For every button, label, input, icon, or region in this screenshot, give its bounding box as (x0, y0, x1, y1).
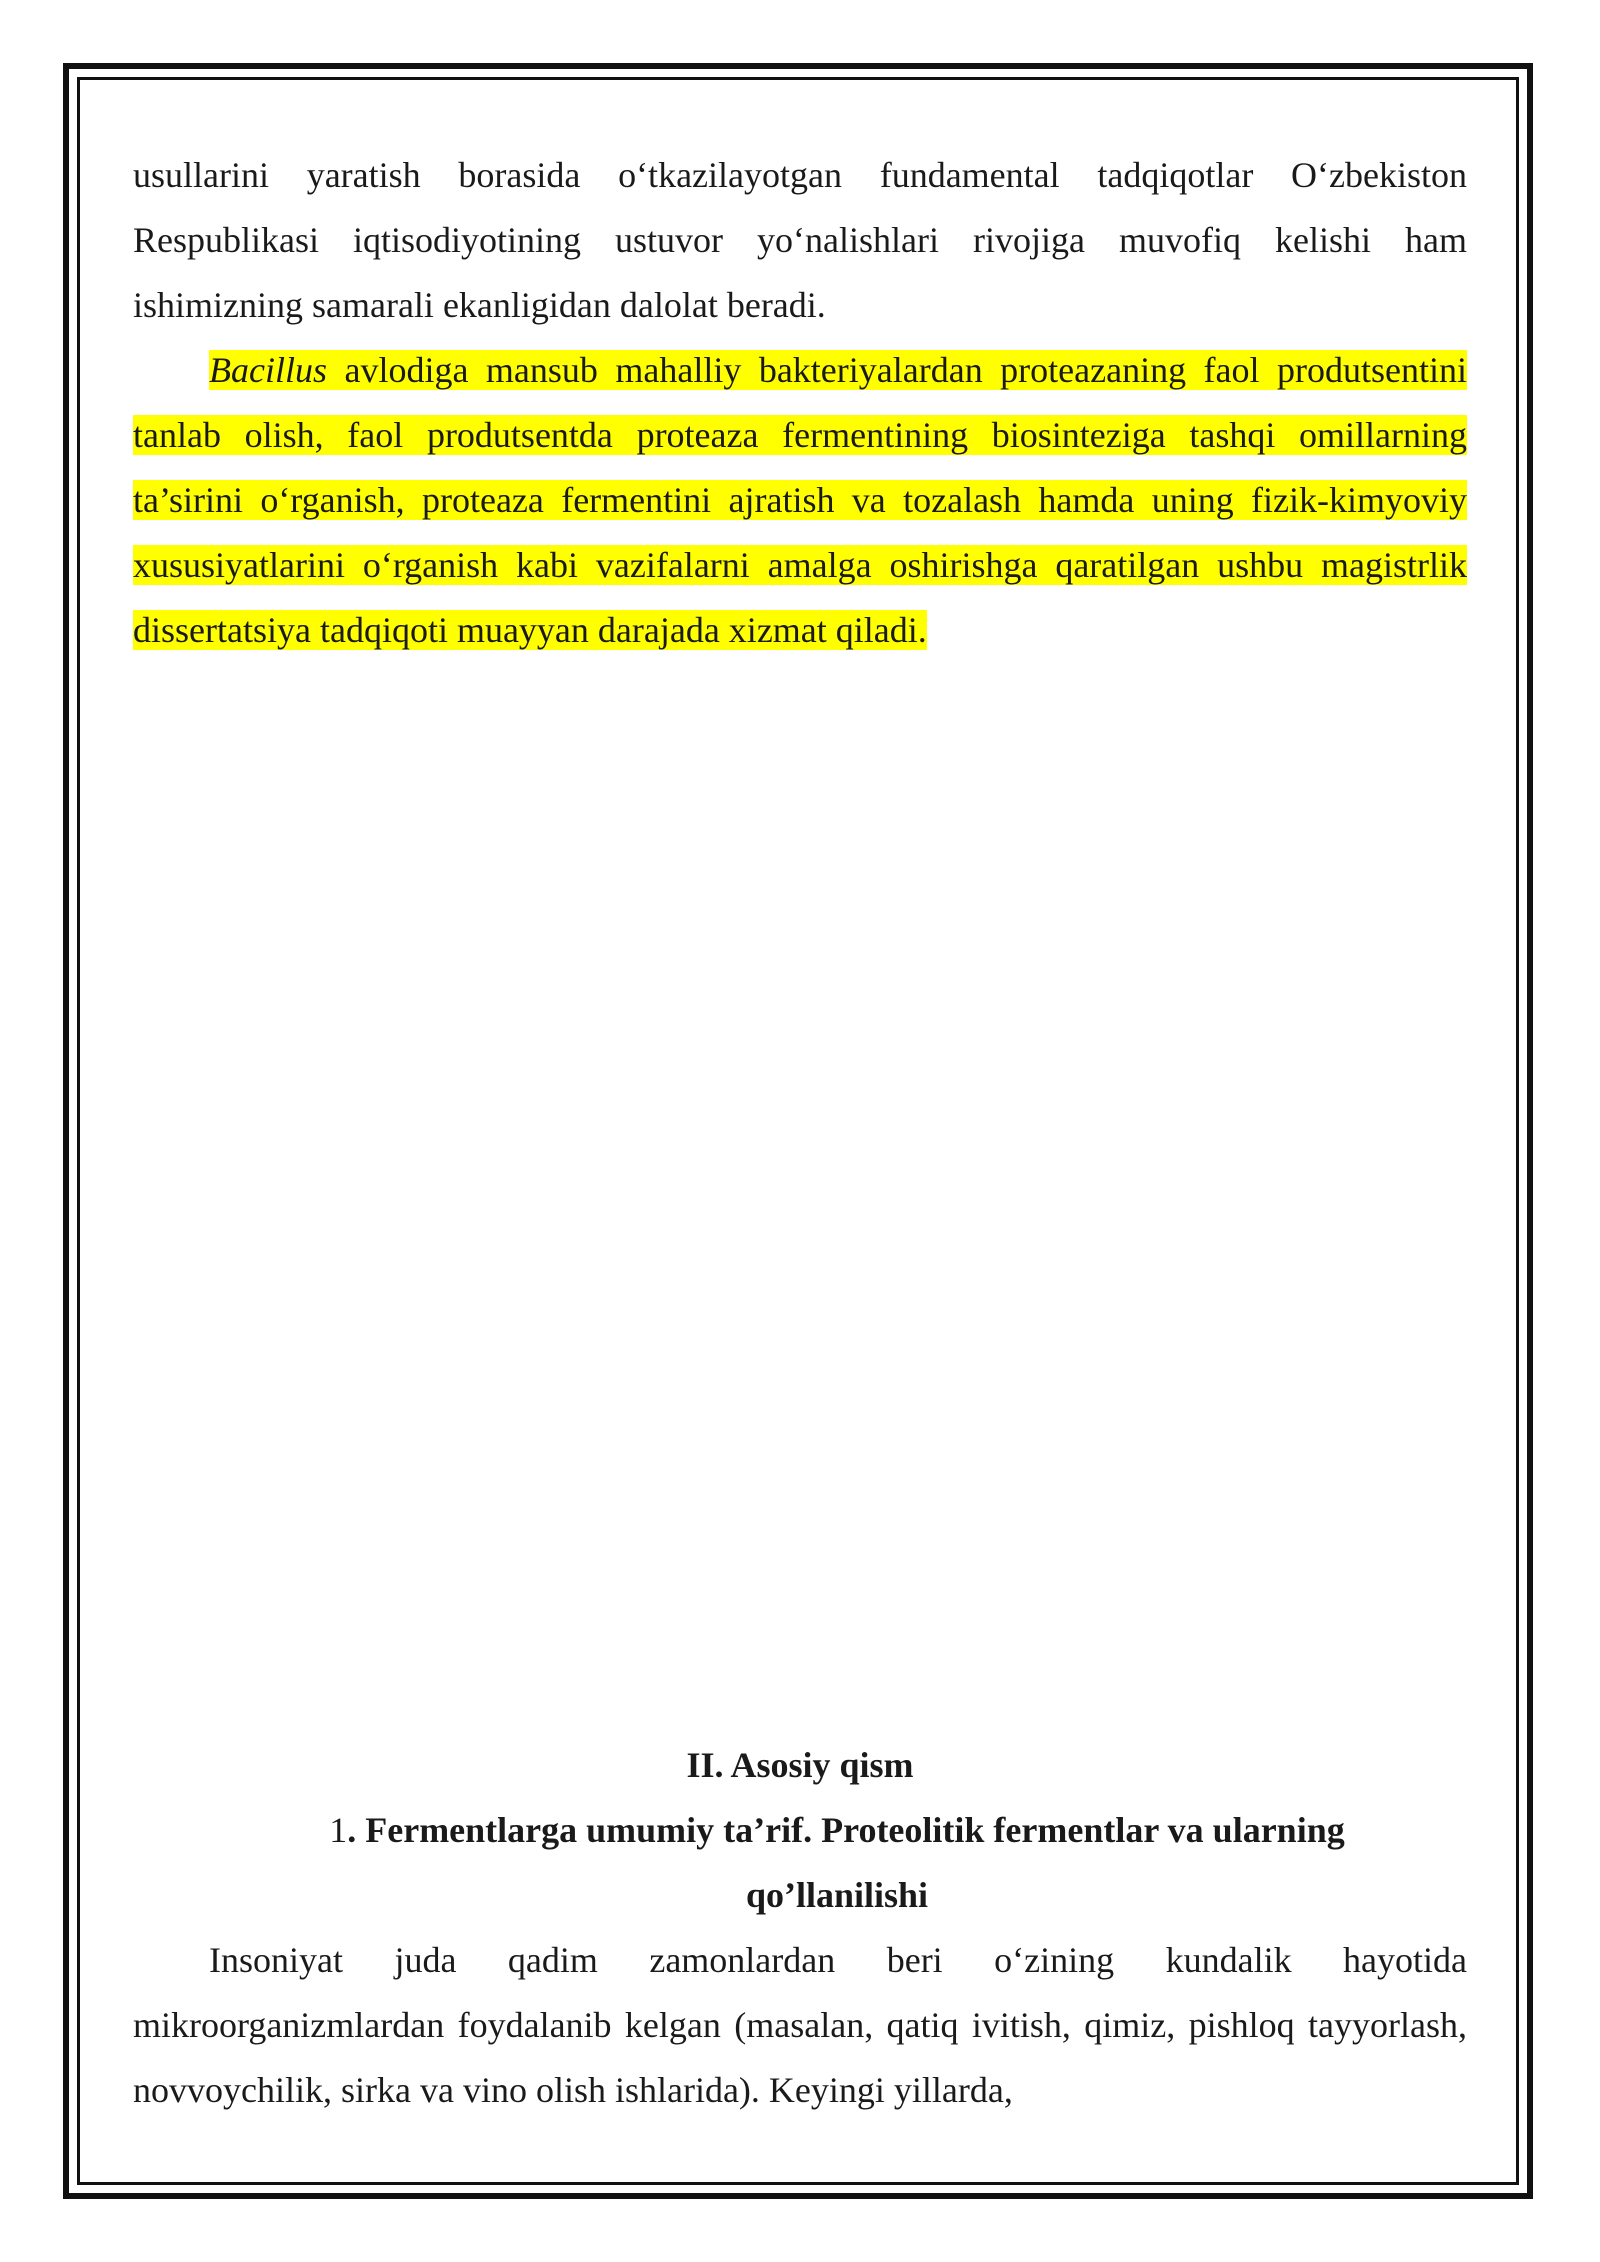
species-name: Bacillus (209, 350, 327, 390)
paragraph-intro-continuation: usullarini yaratish borasida o‘tkazilayotgan fundamental tadqiqotlar O‘zbekiston Respublikasi iqtisodiyotining ustuvor yo‘nalishlari rivojiga muvofiq kelishi ham ishimizning samarali ekanligidan dalolat beradi. (133, 155, 1467, 325)
blank-space (133, 663, 1467, 1733)
paragraph-main-text: Insoniyat juda qadim zamonlardan beri o‘zining kundalik hayotida mikroorganizmlardan foydalanib kelgan (masalan, qatiq ivitish, qimiz, pishloq tayyorlash, novvoychilik, sirka va vino olish ishlarida). Keyingi yillarda, (133, 1940, 1467, 2110)
subsection-heading (133, 1798, 1467, 1928)
paragraph-highlighted (133, 338, 1467, 663)
highlighted-text: avlodiga mansub mahalliy bakteriyalardan proteazaning faol produtsentini tanlab olish, faol produtsentda proteaza fermentining biosinteziga tashqi omillarning ta’sirini o‘rganish, proteaza fermentini ajratish va tozalash hamda uning fizik-kimyoviy xususiyatlarini o‘rganish kabi vazifalarni amalga oshirishga qaratilgan ushbu magistrlik dissertatsiya tadqiqoti muayyan darajada xizmat qiladi. (133, 350, 1467, 650)
document-body (133, 143, 1467, 2123)
section-heading: II. Asosiy qism (686, 1745, 914, 1785)
subsection-number: 1 (329, 1810, 348, 1850)
subsection-title: . Fermentlarga umumiy ta’rif. Proteolitik fermentlar va ularning qo’llanilishi (347, 1810, 1345, 1915)
